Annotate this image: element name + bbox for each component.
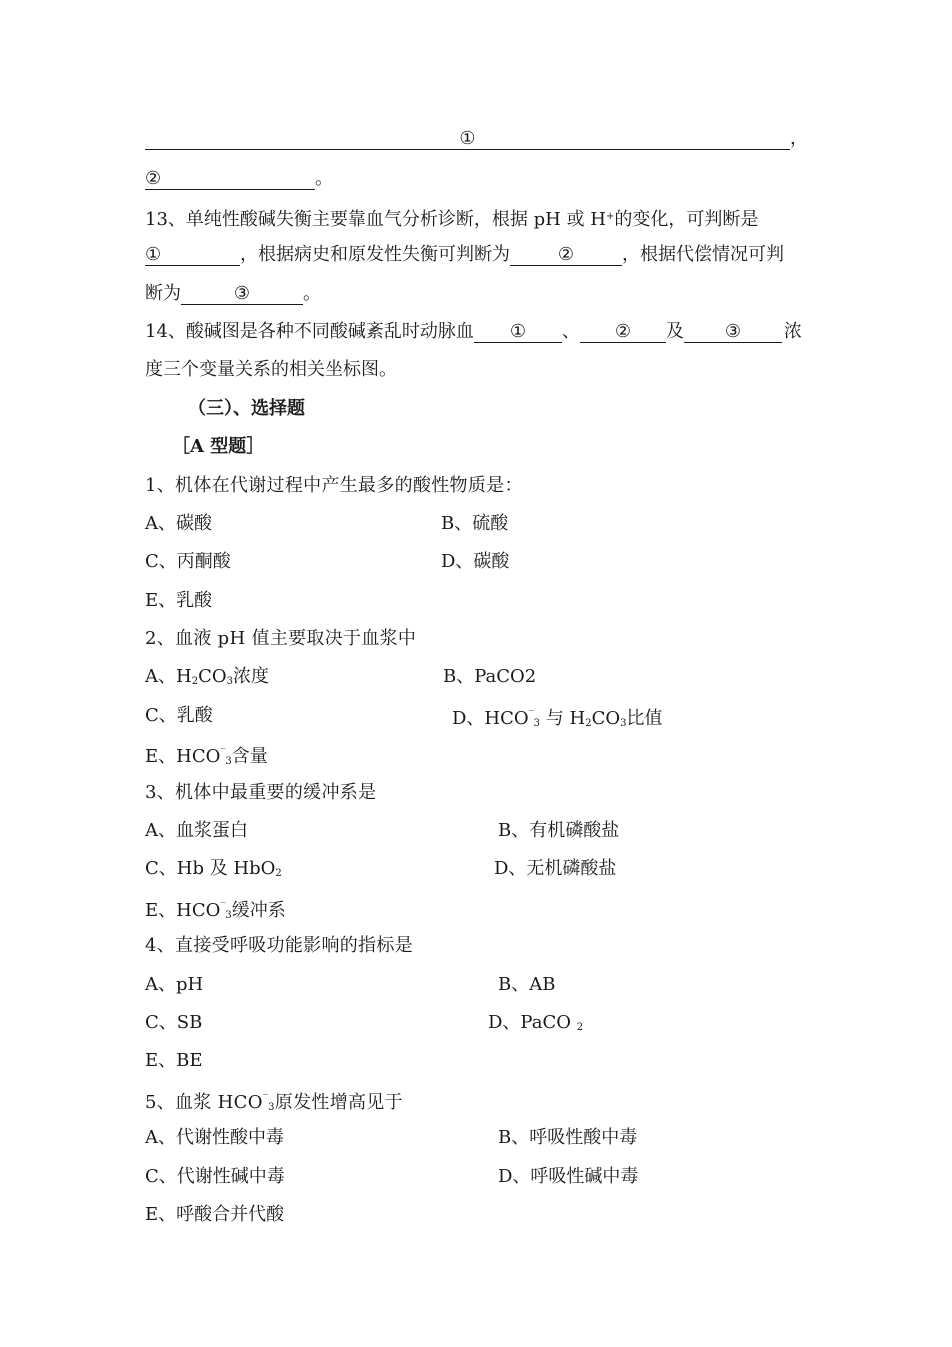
q2-a-post: 浓度 bbox=[232, 666, 269, 687]
q14-start: 14、酸碱图是各种不同酸碱紊乱时动脉血 bbox=[145, 321, 474, 342]
q13-line3 bbox=[145, 283, 321, 305]
q5-stem-post: 原发性增高见于 bbox=[274, 1092, 403, 1113]
q13-text-1: 13、单纯性酸碱失衡主要靠血气分析诊断，根据 pH 或 H bbox=[145, 209, 606, 230]
q13-blank-1: ① bbox=[145, 245, 240, 266]
q2-d-post: 比值 bbox=[626, 708, 663, 729]
q2-e-sub: 3 bbox=[225, 756, 232, 767]
q2-option-c[interactable]: C、乳酸 bbox=[145, 705, 213, 726]
q1-option-b[interactable]: B、硫酸 bbox=[441, 513, 509, 534]
q4-d-sub: 2 bbox=[576, 1022, 584, 1033]
q14-blank-2: ② bbox=[580, 322, 666, 343]
q4-option-a[interactable]: A、pH bbox=[145, 974, 204, 995]
q13-end: 。 bbox=[303, 283, 321, 304]
q3-stem: 3、机体中最重要的缓冲系是 bbox=[145, 782, 377, 803]
q12-blank-2: ② bbox=[145, 169, 315, 190]
q12-blank-1: ① bbox=[145, 129, 790, 150]
q14-blank-3: ③ bbox=[684, 322, 782, 343]
q2-a-sub1: 2 bbox=[191, 676, 199, 687]
q5-option-e[interactable]: E、呼酸合并代酸 bbox=[145, 1204, 285, 1225]
q12-end: 。 bbox=[315, 168, 333, 189]
q1-option-d[interactable]: D、碳酸 bbox=[441, 551, 510, 572]
q13-blank-3: ③ bbox=[181, 284, 303, 305]
q3-c-sub: 2 bbox=[275, 868, 282, 879]
q2-d-mid2: CO bbox=[591, 708, 621, 729]
q2-a-mid: CO bbox=[198, 666, 227, 687]
q1-option-a[interactable]: A、碳酸 bbox=[145, 513, 212, 534]
q12-comma: ， bbox=[790, 128, 808, 149]
q3-option-e[interactable] bbox=[145, 897, 286, 919]
q12-line1 bbox=[145, 128, 808, 150]
q5-option-c[interactable]: C、代谢性碱中毒 bbox=[145, 1166, 285, 1187]
q5-option-a[interactable]: A、代谢性酸中毒 bbox=[145, 1127, 284, 1148]
q2-e-pre: E、HCO bbox=[145, 746, 221, 767]
q5-option-b[interactable]: B、呼吸性酸中毒 bbox=[498, 1127, 638, 1148]
q1-option-e[interactable]: E、乳酸 bbox=[145, 590, 213, 611]
q4-option-c[interactable]: C、SB bbox=[145, 1012, 203, 1033]
q2-e-post: 含量 bbox=[231, 746, 268, 767]
q3-c-pre: C、Hb 及 HbO bbox=[145, 858, 276, 879]
q2-d-mid: 与 H bbox=[540, 708, 586, 729]
q3-option-a[interactable]: A、血浆蛋白 bbox=[145, 820, 248, 841]
q2-a-sub2: 3 bbox=[226, 676, 233, 687]
q3-option-d[interactable]: D、无机磷酸盐 bbox=[494, 858, 617, 879]
q2-a-pre: A、H bbox=[145, 666, 192, 687]
q4-stem: 4、直接受呼吸功能影响的指标是 bbox=[145, 935, 413, 956]
q14-line2: 度三个变量关系的相关坐标图。 bbox=[145, 359, 397, 380]
q14-blank-1: ① bbox=[474, 322, 562, 343]
q3-e-sub: 3 bbox=[225, 910, 232, 921]
q13-blank-2: ② bbox=[510, 245, 622, 266]
section-title: （三）、选择题 bbox=[188, 398, 305, 419]
q13-line2 bbox=[145, 244, 784, 266]
q13-line3-start: 断为 bbox=[145, 283, 181, 304]
q2-option-e[interactable] bbox=[145, 743, 268, 765]
q2-option-d[interactable] bbox=[452, 705, 662, 735]
q4-option-e[interactable]: E、BE bbox=[145, 1050, 203, 1071]
q3-e-post: 缓冲系 bbox=[231, 900, 286, 921]
q3-e-pre: E、HCO bbox=[145, 900, 221, 921]
q5-stem-sub: 3 bbox=[268, 1102, 275, 1113]
q2-d-sub3: 3 bbox=[620, 718, 627, 729]
q3-e-sup: ‾ bbox=[220, 902, 226, 913]
q14-sep-2: 及 bbox=[665, 321, 684, 342]
subsection-title: ［A 型题］ bbox=[172, 436, 265, 457]
q4-option-d[interactable] bbox=[488, 1012, 583, 1039]
q5-stem bbox=[145, 1089, 403, 1111]
q12-line2 bbox=[145, 168, 333, 190]
q3-option-b[interactable]: B、有机磷酸盐 bbox=[498, 820, 620, 841]
q5-stem-sup: ‾ bbox=[262, 1094, 269, 1105]
q4-d-pre: D、PaCO bbox=[488, 1012, 577, 1033]
q5-option-d[interactable]: D、呼吸性碱中毒 bbox=[498, 1166, 639, 1187]
q2-d-pre: D、HCO bbox=[452, 708, 529, 729]
q2-stem: 2、血液 pH 值主要取决于血浆中 bbox=[145, 628, 417, 649]
q14-line1 bbox=[145, 321, 802, 343]
q4-option-b[interactable]: B、AB bbox=[498, 974, 556, 995]
q13-mid-2: ，根据代偿情况可判 bbox=[622, 244, 784, 265]
q1-option-c[interactable]: C、丙酮酸 bbox=[145, 551, 231, 572]
q14-tail: 浓 bbox=[783, 321, 802, 342]
q13-line1 bbox=[145, 206, 758, 228]
q3-option-c[interactable] bbox=[145, 858, 282, 880]
q13-mid-1: ，根据病史和原发性失衡可判断为 bbox=[240, 244, 510, 265]
q2-d-sub2: 2 bbox=[585, 718, 592, 729]
q2-option-a[interactable] bbox=[145, 666, 269, 688]
q2-d-sub: 3 bbox=[533, 718, 541, 729]
q2-d-sup: ‾ bbox=[528, 710, 534, 721]
q2-option-b[interactable]: B、PaCO2 bbox=[443, 666, 537, 687]
q13-sup: + bbox=[605, 211, 615, 222]
q1-stem: 1、机体在代谢过程中产生最多的酸性物质是： bbox=[145, 475, 523, 496]
q14-sep-1: 、 bbox=[561, 321, 580, 342]
q13-text-1-end: 的变化，可判断是 bbox=[614, 209, 759, 230]
q5-stem-pre: 5、血浆 HCO bbox=[145, 1092, 263, 1113]
q2-e-sup: ‾ bbox=[220, 748, 226, 759]
